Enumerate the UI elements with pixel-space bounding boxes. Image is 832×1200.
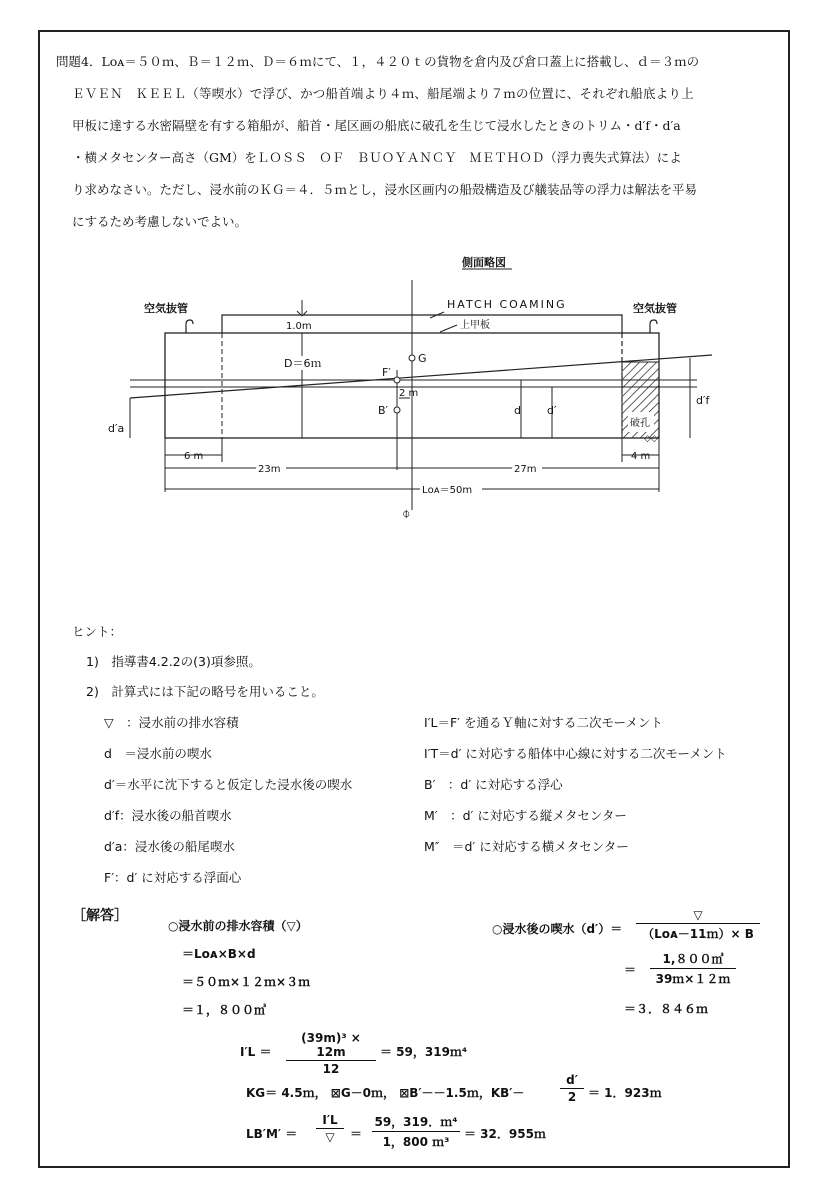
kb-fraction [560,1073,584,1104]
upper-deck-label: 上甲板 [460,320,490,331]
lbm-fraction-2 [372,1113,460,1150]
label-f-prime: F′ [382,366,391,379]
draft-frac2-num: 1,８００㎥ [650,950,736,969]
kb-num: d′ [560,1073,584,1089]
lbm-fraction-1 [316,1113,344,1144]
air-pipe-right [650,320,657,333]
kb-den: 2 [567,1090,577,1104]
lbm-result: ＝ 32．955ｍ [464,1127,546,1141]
symbol-left-2: d ＝浸水前の喫水 [104,746,212,761]
draft-fraction-2 [650,950,736,987]
problem-line-2: ＥＶＥＮ ＫＥＥＬ（等喫水）で浮び、かつ船首端より４ｍ、船尾端より７ｍの位置に、それぞれ船底より上 [72,86,694,101]
displacement-title: ○浸水前の排水容積（▽） [168,919,308,933]
dim-23m: 23m [258,464,281,475]
breach-label: 破孔 [630,418,650,429]
draft-fraction-1 [636,908,760,942]
problem-line-6: にするため考慮しないでよい。 [72,214,248,229]
problem-line-5: り求めなさい。ただし、浸水前のＫＧ＝４．５ｍとし，浸水区画内の船殻構造及び艤装品等の浮力は解法を平易 [72,182,698,197]
dim-27m: 27m [514,464,537,475]
dim-1m: 1.0m [286,321,312,332]
symbol-left-4: d′f：浸水後の船首喫水 [104,808,232,823]
lbm-frac2-num: 59，319．ｍ⁴ [372,1113,460,1132]
answer-heading: ［解答］ [72,908,128,924]
dim-6m: 6 m [184,451,204,462]
displacement-line-2: ＝５０ｍ×１２ｍ×３ｍ [182,975,311,989]
symbol-right-3: B′ ：d′ に対応する浮心 [424,777,563,792]
il-result: ＝ 59，319ｍ⁴ [380,1045,468,1059]
symbol-left-6: F′：d′ に対応する浮面心 [104,870,242,885]
symbol-right-1: I′L＝F′ を通るＹ軸に対する二次モーメント [424,715,663,730]
lbm-label: LB′M′ ＝ [246,1127,298,1141]
hints-heading: ヒント： [72,624,123,639]
problem-line-3: 甲板に達する水密隔壁を有する箱船が、船首・尾区画の船底に破孔を生じて浸水したときのトリム・d′f・d′a [72,118,681,133]
label-b-prime: B′ [378,404,389,417]
hint-1: 1) 指導書4.2.2の(3)項参照。 [86,654,261,669]
air-pipe-left-label: 空気抜管 [144,302,188,315]
symbol-left-3: d′＝水平に沈下すると仮定した浸水後の喫水 [104,777,353,792]
point-g [409,355,415,361]
lbm-frac1-num: I′L [316,1113,344,1129]
il-fraction [286,1031,376,1076]
problem-line-1: 問題4．Lᴏᴀ＝５０ｍ、Ｂ＝１２ｍ、Ｄ＝６ｍにて、１，４２０ｔの貨物を倉内及び倉口蓋上に搭載し、ｄ＝３ｍの [56,54,700,69]
problem-line-4: ・横メタセンター高さ（GM）をＬＯＳＳ ＯＦ ＢＵＯＹＡＮＣＹ ＭＥＴＨＯＤ（浮力喪失式算法）によ [72,150,682,165]
draft-frac1-num: ▽ [636,908,760,924]
symbol-right-2: I′T＝d′ に対応する船体中心線に対する二次モーメント [424,746,727,761]
label-d-prime: d′ [547,404,557,417]
il-den: 12 [322,1062,340,1076]
air-pipe-left [186,320,193,333]
symbol-right-4: M′ ：d′ に対応する縦メタセンター [424,808,627,823]
label-d-prime-f: d′f [696,394,710,407]
draft-result: ＝３．８４６ｍ [624,1002,709,1016]
hatch-coaming [222,315,622,333]
dim-loa: Lᴏᴀ＝50m [422,485,473,496]
kg-line: KG＝ 4.5ｍ， ⊠G－0ｍ， ⊠B′－－1.5ｍ，KB′－ [246,1086,525,1100]
il-label: I′L ＝ [240,1045,272,1059]
hint-2: 2) 計算式には下記の略号を用いること。 [86,684,324,699]
lbm-eq: ＝ [350,1127,363,1141]
midship-symbol: ⌽ [402,506,411,522]
point-b-prime [394,407,400,413]
symbol-right-5: M″ ＝d′ に対応する横メタセンター [424,839,629,854]
lbm-frac2-den: 1，800 ｍ³ [382,1135,450,1149]
symbol-left-1: ▽ ：浸水前の排水容積 [104,715,239,730]
draft-title: ○浸水後の喫水（d′）＝ [492,922,623,936]
hatch-coaming-label: HATCH COAMING [447,298,567,311]
point-f-prime [394,377,400,383]
air-pipe-right-label: 空気抜管 [633,302,677,315]
il-num: (39m)³ × 12m [286,1031,376,1061]
side-profile-diagram [0,0,832,540]
symbol-left-5: d′a：浸水後の船尾喫水 [104,839,235,854]
draft-frac1-den: （Lᴏᴀ－11ｍ）× B [642,927,754,941]
dim-4m: 4 m [631,451,651,462]
label-d: d [514,404,521,417]
draft-frac2-den: 39ｍ×１２ｍ [655,972,731,986]
displacement-line-3: ＝１，８００㎥ [182,1003,267,1017]
dim-depth: D＝6ｍ [284,357,322,370]
label-g: G [418,352,427,365]
lbm-frac1-den: ▽ [325,1130,335,1144]
svg-text:◇◇: ◇◇ [644,434,658,444]
label-d-prime-a: d′a [108,422,125,435]
dim-2m: 2 m [399,388,419,399]
kb-result: ＝ 1．923ｍ [588,1086,662,1100]
displacement-line-1: ＝Lᴏᴀ×B×d [182,947,256,961]
diagram-title: 側面略図 [462,256,506,269]
